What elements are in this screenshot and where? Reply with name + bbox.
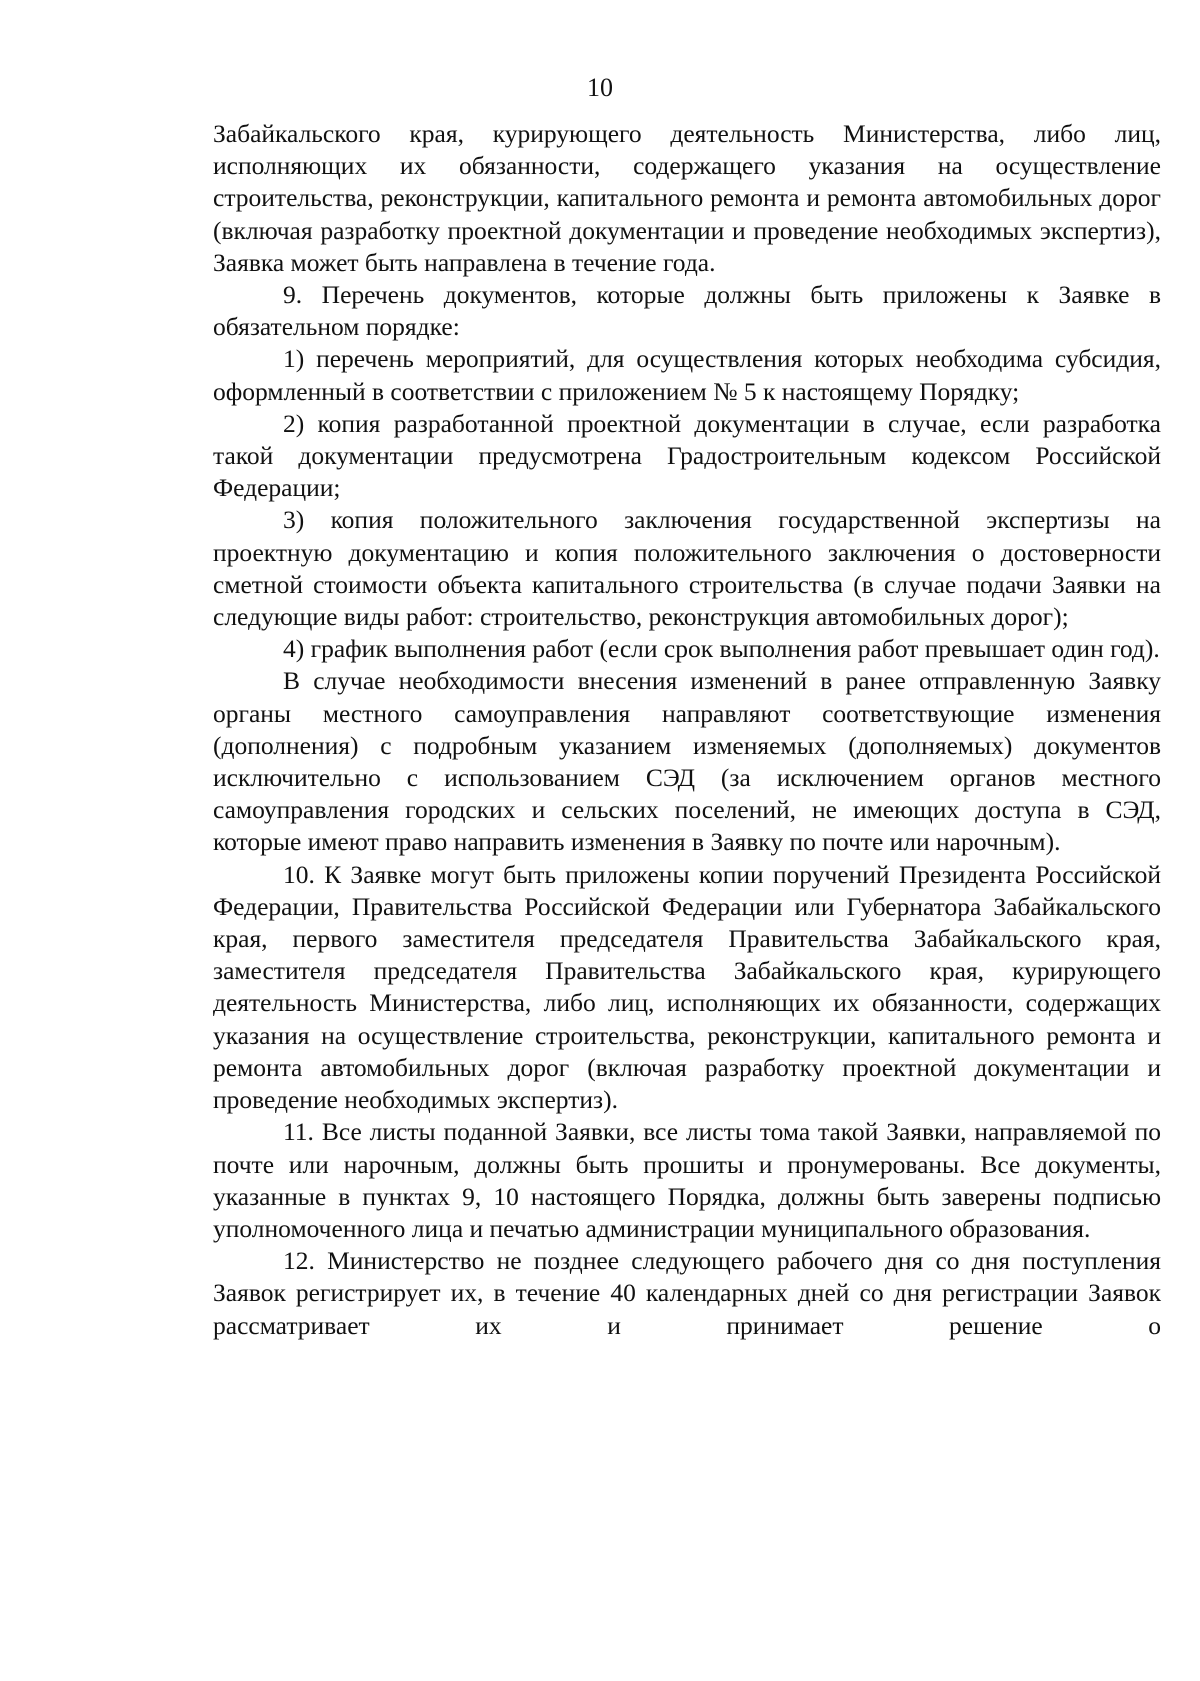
paragraph-subitem-3: 3) копия положительного заключения государственной экспертизы на проектную документацию и копия положительного заключения о достоверности сметной стоимости объекта капитального строительства (в случае подачи Заявки на следующие виды работ: строительство, реконструкция автомобильных дорог); [213,505,1161,632]
page-number: 10 [587,73,613,102]
paragraph-subitem-4: 4) график выполнения работ (если срок выполнения работ превышает один год). [283,634,1160,664]
paragraph-changes: В случае необходимости внесения изменений в ранее отправленную Заявку органы местного самоуправления направляют соответствующие изменения (дополнения) с подробным указанием изменяемых (дополняемых) документов исключительно с использованием СЭД (за исключением органов местного самоуправления городских и сельских поселений, не имеющих доступа в СЭД, которые имеют право направить изменения в Заявку по почте или нарочным). [213,666,1161,857]
paragraph-subitem-1: 1) перечень мероприятий, для осуществления которых необходима субсидия, оформленный в соответствии с приложением № 5 к настоящему Порядку; [213,344,1161,406]
paragraph-item-9: 9. Перечень документов, которые должны быть приложены к Заявке в обязательном порядке: [213,280,1161,342]
paragraph-continuation: Забайкальского края, курирующего деятельность Министерства, либо лиц, исполняющих их обязанности, содержащего указания на осуществление строительства, реконструкции, капитального ремонта и ремонта автомобильных дорог (включая разработку проектной документации и проведение необходимых экспертиз), Заявка может быть направлена в течение года. [213,119,1161,277]
paragraph-item-12: 12. Министерство не позднее следующего рабочего дня со дня поступления Заявок регистрирует их, в течение 40 календарных дней со дня регистрации Заявок рассматривает их и принимает решение о [213,1246,1161,1340]
paragraph-item-10: 10. К Заявке могут быть приложены копии поручений Президента Российской Федерации, Правительства Российской Федерации или Губернатора Забайкальского края, первого заместителя председателя Правительства Забайкальского края, заместителя председателя Правительства Забайкальского края, курирующего деятельность Министерства, либо лиц, исполняющих их обязанности, содержащих указания на осуществление строительства, реконструкции, капитального ремонта и ремонта автомобильных дорог (включая разработку проектной документации и проведение необходимых экспертиз). [213,859,1161,1115]
paragraph-item-11: 11. Все листы поданной Заявки, все листы тома такой Заявки, направляемой по почте или нарочным, должны быть прошиты и пронумерованы. Все документы, указанные в пунктах 9, 10 настоящего Порядка, должны быть заверены подписью уполномоченного лица и печатью администрации муниципального образования. [213,1117,1161,1243]
document-body [213,118,1161,1342]
paragraph-subitem-2: 2) копия разработанной проектной документации в случае, если разработка такой документации предусмотрена Градостроительным кодексом Российской Федерации; [213,408,1161,503]
